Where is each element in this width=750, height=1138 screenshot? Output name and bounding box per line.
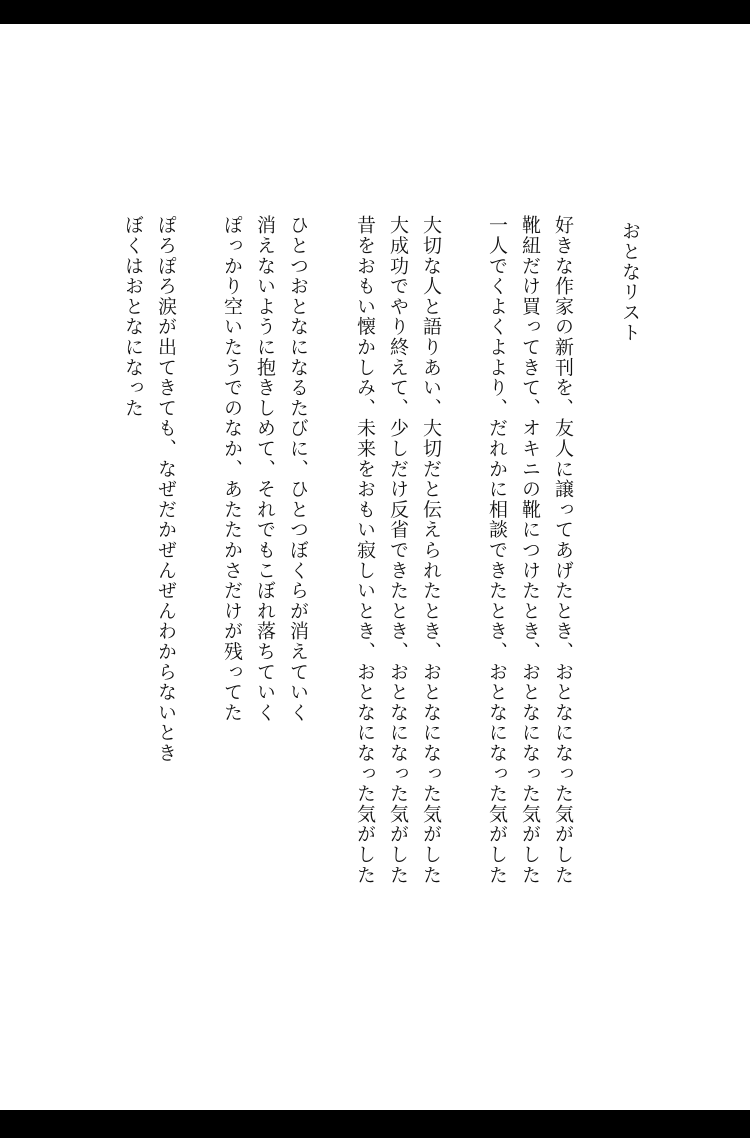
poem-line-7: ひとつおとなになるたびに、ひとつぼくらが消えていく (287, 215, 309, 723)
top-black-bar (0, 0, 750, 24)
bottom-black-bar (0, 1110, 750, 1138)
poem-title: おとなリスト (619, 221, 641, 343)
poem-line-4: 大切な人と語りあい、大切だと伝えられたとき、おとなになった気がした (420, 215, 442, 885)
poem-line-6: 昔をおもい懐かしみ、未来をおもい寂しいとき、おとなになった気がした (354, 215, 376, 885)
poem-line-9: ぽっかり空いたうでのなか、あたたかさだけが残ってた (221, 215, 243, 723)
poem-line-11: ぼくはおとなになった (122, 215, 144, 418)
poem-line-8: 消えないように抱きしめて、それでもこぼれ落ちていく (254, 215, 276, 723)
poem-line-1: 好きな作家の新刊を、友人に譲ってあげたとき、おとなになった気がした (552, 215, 574, 885)
poem-line-3: 一人でくよくよより、だれかに相談できたとき、おとなになった気がした (486, 215, 508, 885)
poem-page (110, 215, 670, 885)
poem-line-5: 大成功でやり終えて、少しだけ反省できたとき、おとなになった気がした (387, 215, 409, 885)
poem-line-2: 靴紐だけ買ってきて、オキニの靴につけたとき、おとなになった気がした (519, 215, 541, 885)
poem-line-10: ぽろぽろ涙が出てきても、なぜだかぜんぜんわからないとき (155, 215, 177, 764)
